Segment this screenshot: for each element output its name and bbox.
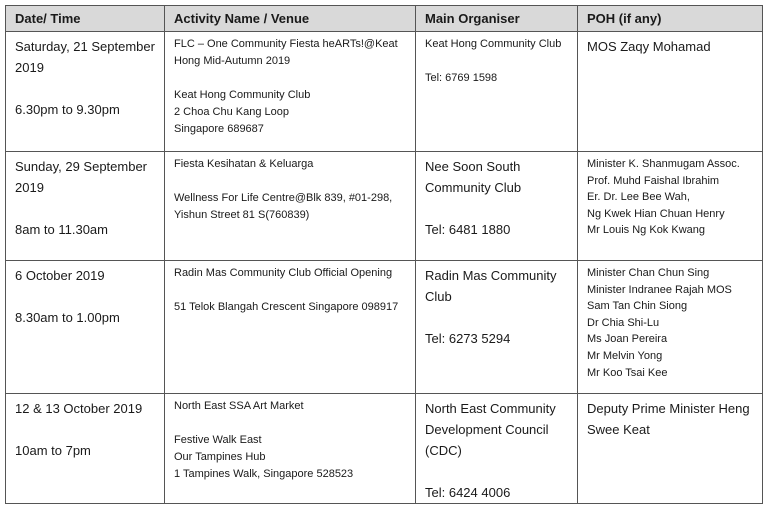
poh-name: Er. Dr. Lee Bee Wah, — [587, 191, 690, 204]
poh-name: Mr Koo Tsai Kee — [587, 366, 668, 379]
event-year: 2019 — [15, 180, 44, 195]
activity-cell — [165, 152, 416, 261]
organiser-tel: Tel: 6481 1880 — [425, 222, 511, 237]
poh-cell — [578, 32, 763, 152]
venue-line: 51 Telok Blangah Crescent Singapore 098917 — [174, 301, 399, 313]
event-time: 8.30am to 1.00pm — [15, 310, 120, 325]
organiser-cell — [416, 32, 578, 152]
date-time-cell — [6, 261, 165, 394]
venue-line: Yishun Street 81 S(760839) — [174, 209, 310, 221]
organiser-name: Development Council — [425, 422, 549, 437]
organiser-tel: Tel: 6273 5294 — [425, 331, 511, 346]
date-time-cell — [6, 32, 165, 152]
poh-name: Mr Louis Ng Kok Kwang — [587, 224, 705, 237]
venue-line: Festive Walk East — [174, 434, 262, 446]
event-time: 8am to 11.30am — [15, 222, 108, 237]
poh-name: Ng Kwek Hian Chuan Henry — [587, 207, 725, 220]
poh-name: Mr Melvin Yong — [587, 349, 663, 362]
venue-line: Keat Hong Community Club — [174, 89, 311, 101]
table-row — [6, 32, 763, 152]
event-year: 2019 — [15, 60, 44, 75]
event-time: 10am to 7pm — [15, 443, 91, 458]
event-date: Sunday, 29 September — [15, 159, 148, 174]
events-table — [5, 5, 763, 504]
organiser-name: (CDC) — [425, 443, 462, 458]
poh-name: Swee Keat — [587, 422, 650, 437]
date-time-cell — [6, 394, 165, 504]
venue-line: Singapore 689687 — [174, 123, 264, 135]
venue-line: 2 Choa Chu Kang Loop — [174, 106, 289, 118]
event-date: 12 & 13 October 2019 — [15, 401, 143, 416]
event-date: 6 October 2019 — [15, 268, 105, 283]
date-time-cell — [6, 152, 165, 261]
organiser-tel: Tel: 6424 4006 — [425, 485, 511, 500]
organiser-name: Nee Soon South — [425, 159, 521, 174]
activity-name-cont: Hong Mid-Autumn 2019 — [174, 55, 291, 67]
organiser-cell — [416, 394, 578, 504]
activity-name: FLC – One Community Fiesta heARTs!@Keat — [174, 38, 398, 50]
poh-cell — [578, 394, 763, 504]
poh-name: Ms Joan Pereira — [587, 333, 668, 346]
poh-cell — [578, 152, 763, 261]
organiser-name: Community Club — [425, 180, 522, 195]
table-row — [6, 394, 763, 504]
activity-cell — [165, 261, 416, 394]
event-time: 6.30pm to 9.30pm — [15, 102, 120, 117]
poh-cell — [578, 261, 763, 394]
header-row — [6, 6, 763, 32]
header-date-time: Date/ Time — [6, 6, 165, 32]
activity-cell — [165, 32, 416, 152]
organiser-cell — [416, 152, 578, 261]
poh-name: Minister Chan Chun Sing — [587, 267, 710, 279]
header-main-organiser: Main Organiser — [416, 6, 578, 32]
organiser-tel: Tel: 6769 1598 — [425, 72, 498, 84]
event-date: Saturday, 21 September — [15, 39, 155, 54]
organiser-name: Keat Hong Community Club — [425, 38, 562, 50]
venue-line: Wellness For Life Centre@Blk 839, #01-298, — [174, 192, 393, 204]
activity-name: Fiesta Kesihatan & Keluarga — [174, 158, 314, 170]
poh-name: MOS Zaqy Mohamad — [587, 39, 711, 54]
poh-name: Dr Chia Shi-Lu — [587, 316, 660, 329]
organiser-name: Club — [425, 289, 452, 304]
activity-name: Radin Mas Community Club Official Opening — [174, 267, 393, 279]
header-poh: POH (if any) — [578, 6, 763, 32]
table-row — [6, 152, 763, 261]
organiser-name: North East Community — [425, 401, 556, 416]
poh-name: Sam Tan Chin Siong — [587, 300, 688, 313]
venue-line: Our Tampines Hub — [174, 451, 266, 463]
activity-name: North East SSA Art Market — [174, 400, 304, 412]
organiser-name: Radin Mas Community — [425, 268, 557, 283]
activity-cell — [165, 394, 416, 504]
poh-name: Prof. Muhd Faishal Ibrahim — [587, 174, 720, 187]
poh-name: Minister Indranee Rajah MOS — [587, 283, 732, 296]
organiser-cell — [416, 261, 578, 394]
table-row — [6, 261, 763, 394]
poh-name: Minister K. Shanmugam Assoc. — [587, 158, 740, 170]
header-activity-venue: Activity Name / Venue — [165, 6, 416, 32]
poh-name: Deputy Prime Minister Heng — [587, 401, 750, 416]
venue-line: 1 Tampines Walk, Singapore 528523 — [174, 468, 354, 480]
